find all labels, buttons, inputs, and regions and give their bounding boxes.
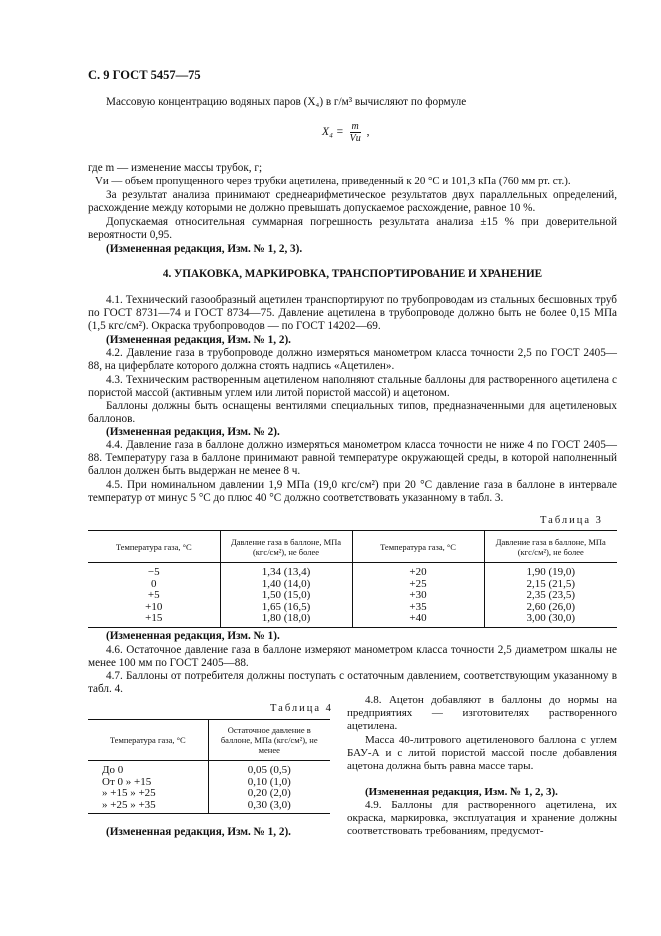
table-row	[88, 761, 330, 777]
table-cell: 3,00 (30,0)	[484, 613, 617, 627]
table-cell: 0	[151, 577, 157, 590]
table3-header-row	[88, 531, 617, 563]
table-cell: −5	[147, 566, 160, 578]
table-cell: +40	[352, 613, 484, 627]
table-cell: +35	[352, 602, 484, 614]
table-cell: 0,10 (1,0)	[208, 777, 330, 789]
paragraph-4-9: 4.9. Баллоны для растворенного ацетилена, их окраска, маркировка, эксплуатация и хранение должны соответствовать требованиям, предусмот-	[347, 799, 617, 837]
table-row	[88, 800, 330, 814]
formula-denominator: Vи	[349, 133, 361, 144]
table-cell: 1,40 (14,0)	[220, 579, 352, 591]
paragraph-4-5: 4.5. При номинальном давлении 1,9 МПа (19,0 кгс/см²) при 20 °С давление газа в баллоне в интервале температур от минус 5 °С до плюс 40 °С должно соответствовать указанному в табл. 3.	[88, 479, 617, 505]
formula-numerator: m	[351, 121, 359, 132]
table-cell: 0,20 (2,0)	[208, 788, 330, 800]
paragraph-4-3: 4.3. Техническим растворенным ацетиленом наполняют стальные баллоны для растворенного ацетилена с пористой массой (активным углем или литой пористой массой) и ацетоном.	[88, 374, 617, 400]
table-cell: 1,90 (19,0)	[484, 563, 617, 579]
table4-caption: Таблица 4	[270, 703, 333, 714]
table-row	[88, 563, 617, 579]
table-cell: +10	[145, 600, 163, 613]
paragraph-4-3b: Баллоны должны быть оснащены вентилями специальных типов, предназначенными для ацетиленовых баллонов.	[88, 400, 617, 426]
formula-intro: Массовую концентрацию водяных паров (X₄) в г/м³ вычисляют по формуле	[106, 96, 467, 108]
table4-header-row	[88, 720, 330, 761]
table-cell: » +25 » +35	[102, 798, 156, 811]
paragraph-4-8b: Масса 40-литрового ацетиленового баллона с углем БАУ-А и с литой пористой массой после добавления ацетона должна быть равна массе тары.	[347, 734, 617, 772]
table3-caption: Таблица 3	[540, 515, 603, 526]
table-cell: 1,80 (18,0)	[220, 613, 352, 627]
paragraph-4-6: 4.6. Остаточное давление газа в баллоне измеряют манометром класса точности 2,5 диаметром шкалы не менее 100 мм по ГОСТ 2405—88.	[88, 644, 617, 670]
edit-note-1: (Измененная редакция, Изм. № 1, 2, 3).	[106, 243, 303, 255]
where-m: где m — изменение массы трубок, г;	[88, 162, 263, 174]
table-4	[88, 719, 330, 814]
table-cell: До 0	[102, 764, 124, 776]
paragraph-result: За результат анализа принимают среднеарифметическое результатов двух параллельных определений, расхождение между которыми не должно превышать допускаемое расхождение, равное 10 %.	[88, 189, 617, 215]
formula	[322, 121, 370, 144]
paragraph-error: Допускаемая относительная суммарная погрешность результата анализа ±15 % при доверительной вероятности 0,95.	[88, 216, 617, 242]
formula-lhs: X₄ =	[322, 126, 344, 139]
where-v: Vи — объем пропущенного через трубки ацетилена, приведенный к 20 °С и 101,3 кПа (760 мм рт. ст.).	[95, 175, 571, 187]
paragraph-4-2: 4.2. Давление газа в трубопроводе должно измеряться манометром класса точности 2,5 по ГОСТ 2405—88, на циферблате которого должна стоять надпись «Ацетилен».	[88, 347, 617, 373]
table-cell: 0,05 (0,5)	[208, 761, 330, 777]
edit-note-4-8: (Измененная редакция, Изм. № 1, 2, 3).	[365, 786, 558, 798]
paragraph-4-4: 4.4. Давление газа в баллоне должно измеряться манометром класса точности не ниже 4 по ГОСТ 2405—88. Температуру газа в баллоне принимают равной температуре окружающей среды, в которой наполненный баллон должен быть выдержан не менее 8 ч.	[88, 439, 617, 478]
edit-note-4-1: (Измененная редакция, Изм. № 1, 2).	[106, 334, 291, 346]
table3-header: Давление газа в баллоне, МПа (кгс/см²), не более	[220, 531, 352, 563]
table4-header: Температура газа, °С	[109, 735, 186, 745]
table3-header: Температура газа, °С	[352, 531, 484, 563]
table-cell: +15	[145, 612, 163, 624]
table-cell: 2,15 (21,5)	[484, 579, 617, 591]
table-cell: +5	[147, 589, 160, 601]
table-row	[88, 613, 617, 627]
section-title: 4. УПАКОВКА, МАРКИРОВКА, ТРАНСПОРТИРОВАНИЕ И ХРАНЕНИЕ	[162, 268, 543, 280]
edit-note-table3: (Измененная редакция, Изм. № 1).	[106, 630, 280, 642]
table3-header: Давление газа в баллоне, МПа (кгс/см²), не более	[484, 531, 617, 563]
edit-note-table4: (Измененная редакция, Изм. № 1, 2).	[106, 826, 291, 838]
table-cell: +25	[352, 579, 484, 591]
table-cell: 2,60 (26,0)	[484, 602, 617, 614]
table-cell: От 0 » +15	[102, 775, 152, 788]
table3-header: Температура газа, °С	[115, 541, 192, 552]
edit-note-4-3: (Измененная редакция, Изм. № 2).	[106, 426, 280, 438]
table-cell: 1,65 (16,5)	[220, 602, 352, 614]
table-cell: 1,34 (13,4)	[220, 563, 352, 579]
table-cell: +30	[352, 590, 484, 602]
table-row	[88, 788, 330, 800]
table4-header: Остаточное давление в баллоне, МПа (кгс/см²), не менее	[208, 720, 330, 761]
formula-fraction	[350, 121, 361, 144]
table-cell: » +15 » +25	[102, 787, 156, 799]
paragraph-4-8: 4.8. Ацетон добавляют в баллоны до нормы на предприятиях — изготовителях растворенного ацетилена.	[347, 694, 617, 732]
paragraph-4-7: 4.7. Баллоны от потребителя должны поступать с остаточным давлением, соответствующим указанному в табл. 4.	[88, 670, 617, 696]
table-cell: 1,50 (15,0)	[220, 590, 352, 602]
page-header: С. 9 ГОСТ 5457—75	[88, 68, 201, 82]
table-row	[88, 590, 617, 602]
formula-tail: ,	[366, 126, 370, 139]
table-cell: 0,30 (3,0)	[208, 800, 330, 814]
table-cell: 2,35 (23,5)	[484, 590, 617, 602]
paragraph-4-1: 4.1. Технический газообразный ацетилен транспортируют по трубопроводам из стальных бесшовных труб по ГОСТ 8731—74 и ГОСТ 8734—75. Давление ацетилена в трубопроводе должно быть не более 0,15 МПа (1,5 кгс/см²). Окраска трубопроводов — по ГОСТ 14202—69.	[88, 294, 617, 333]
table-3	[88, 530, 617, 628]
table-cell: +20	[352, 563, 484, 579]
